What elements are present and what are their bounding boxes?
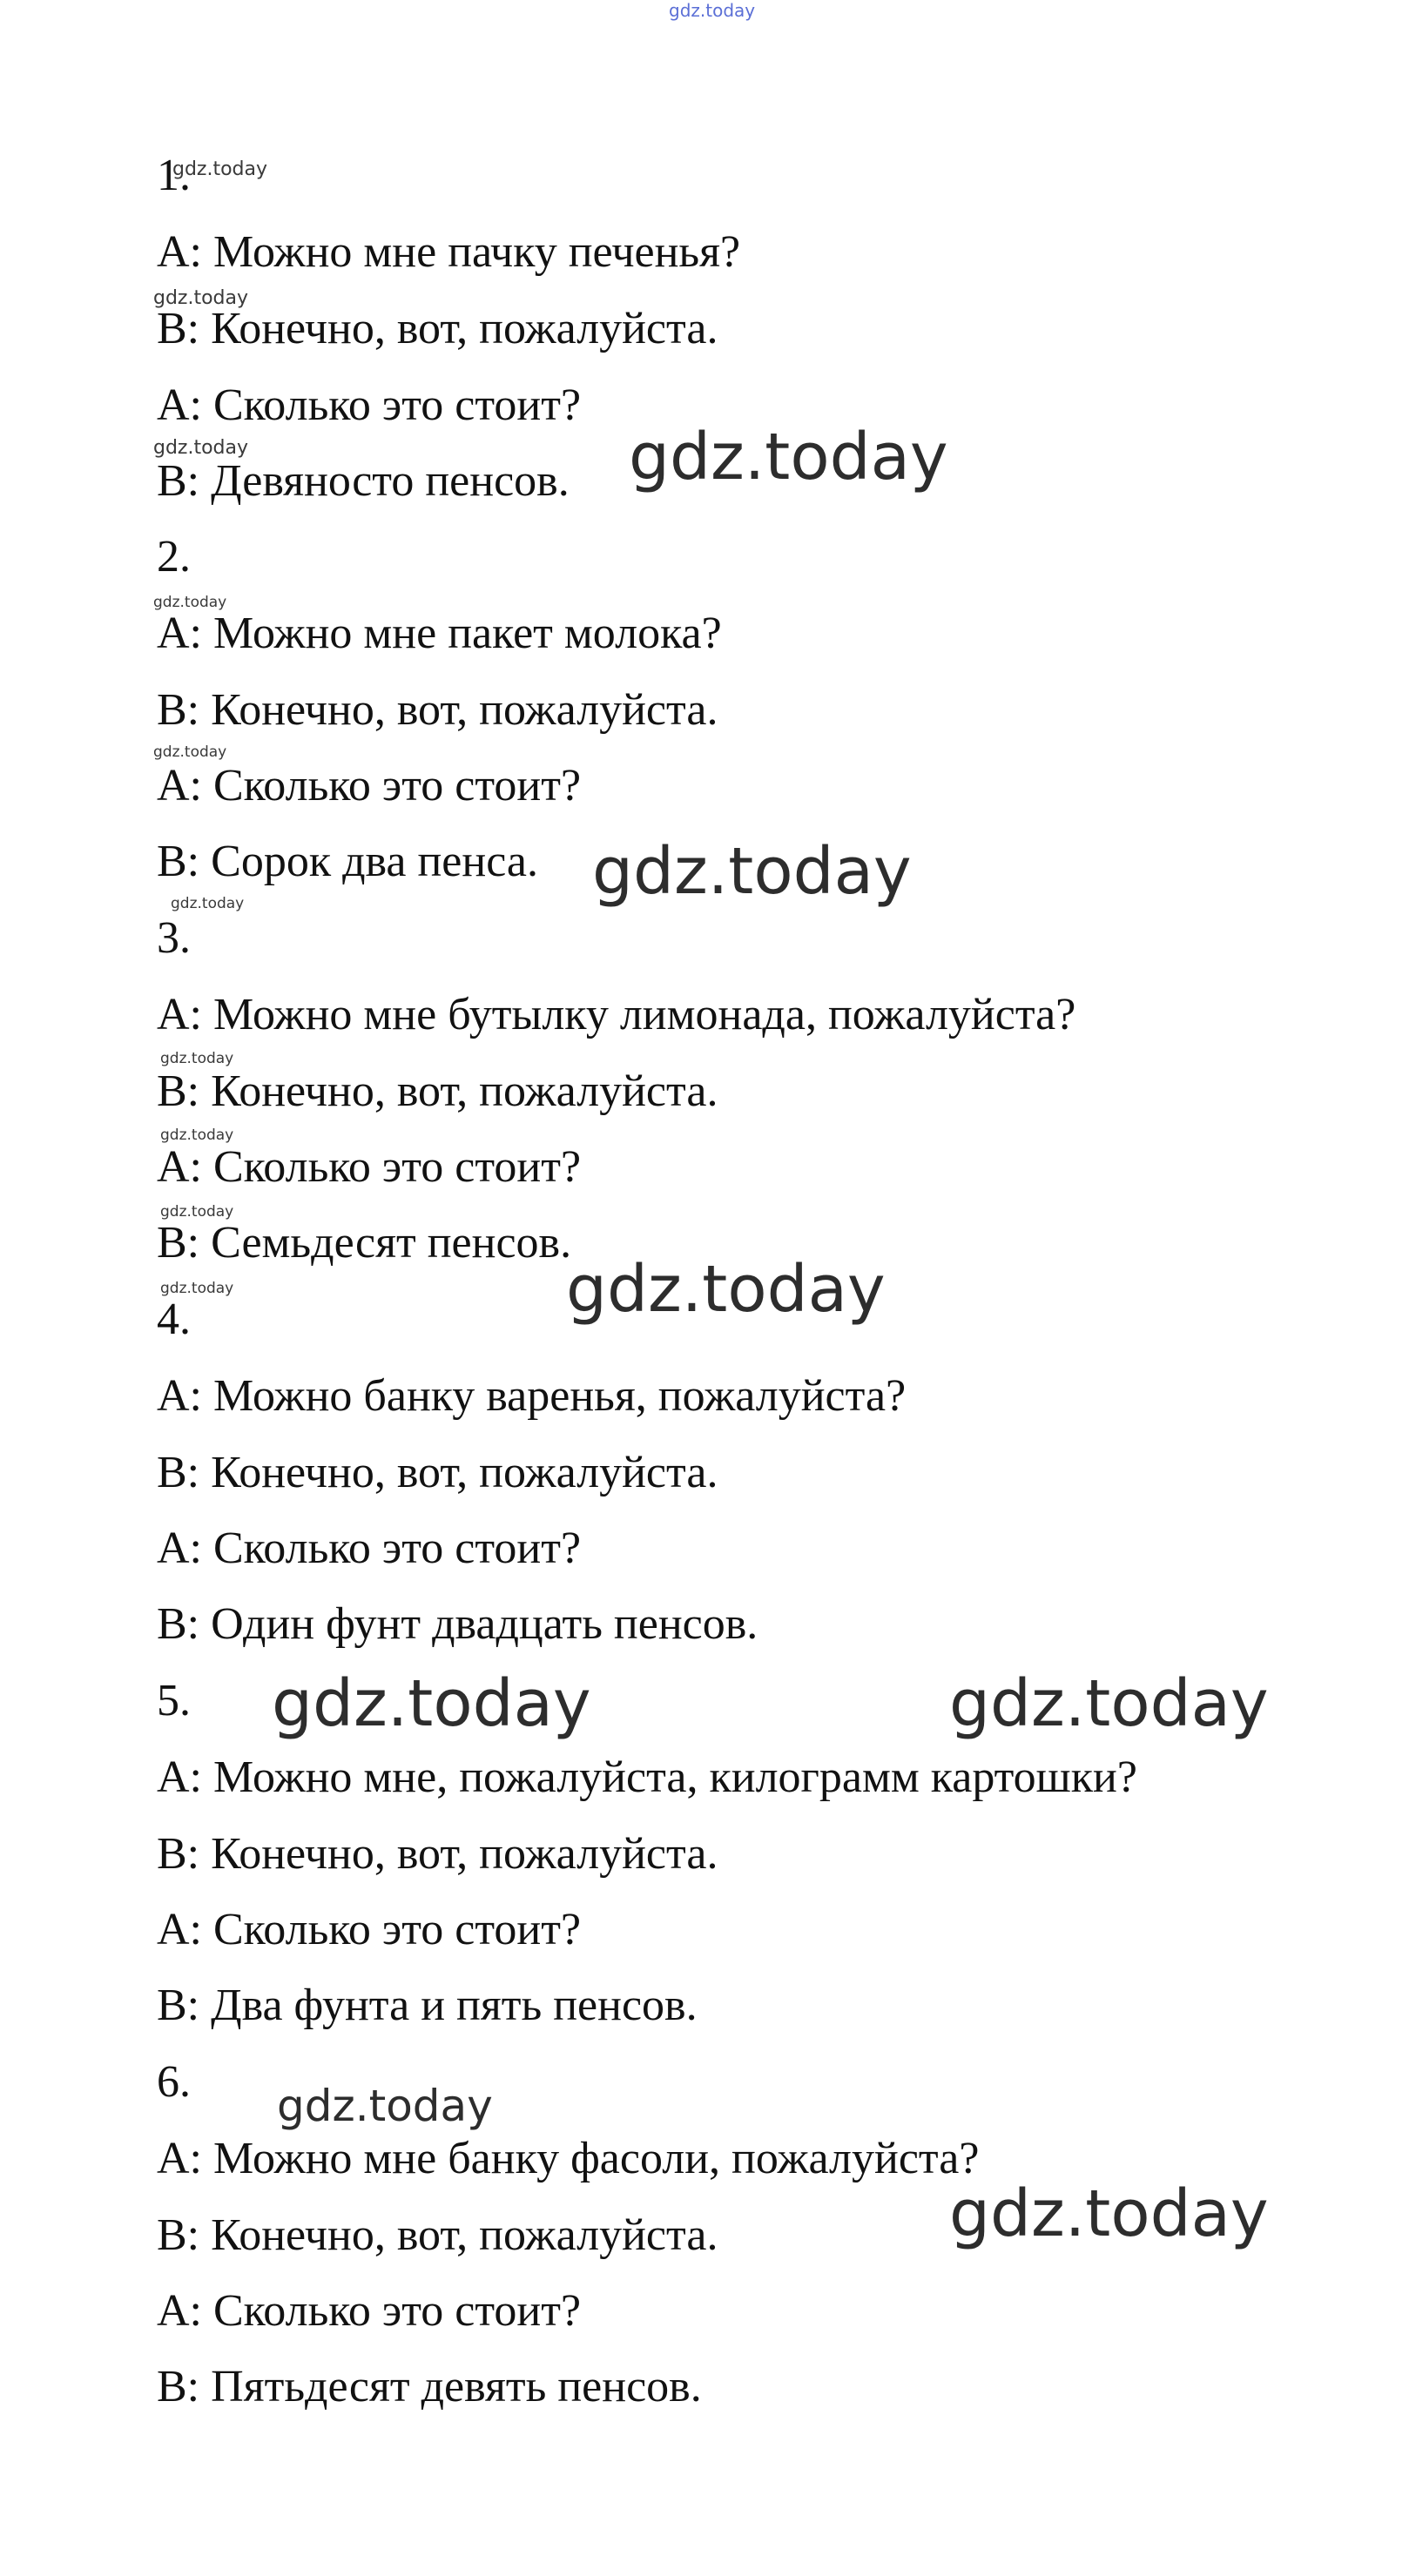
dialog-line: A: Сколько это стоит? [157, 1905, 582, 1954]
dialog-line: B: Пятьдесят девять пенсов. [157, 2362, 702, 2411]
dialog-line: A: Сколько это стоит? [157, 2286, 582, 2336]
watermark-small: gdz.today [153, 594, 227, 611]
watermark-small: gdz.today [172, 158, 268, 180]
dialog-line: B: Конечно, вот, пожалуйста. [157, 1829, 718, 1879]
dialog-number: 1. [157, 151, 191, 200]
dialog-number: 4. [157, 1295, 191, 1344]
dialog-line: B: Сорок два пенса. [157, 837, 539, 886]
watermark-small: gdz.today [160, 1127, 234, 1144]
watermark-small: gdz.today [153, 437, 249, 459]
dialog-number: 3. [157, 913, 191, 963]
dialog-line: B: Конечно, вот, пожалуйста. [157, 2210, 718, 2260]
watermark-large: gdz.today [272, 1666, 591, 1741]
dialog-line: A: Сколько это стоит? [157, 1523, 582, 1573]
dialog-line: B: Конечно, вот, пожалуйста. [157, 1448, 718, 1497]
watermark-large: gdz.today [592, 834, 912, 909]
watermark-small: gdz.today [160, 1280, 234, 1297]
dialog-line: A: Можно банку варенья, пожалуйста? [157, 1371, 907, 1421]
dialog-line: A: Сколько это стоит? [157, 380, 582, 430]
dialog-line: A: Можно мне банку фасоли, пожалуйста? [157, 2134, 980, 2183]
watermark-small: gdz.today [171, 895, 245, 912]
dialog-number: 2. [157, 532, 191, 582]
dialog-line: A: Сколько это стоит? [157, 761, 582, 810]
dialog-line: B: Девяносто пенсов. [157, 456, 570, 506]
dialog-line: A: Можно мне, пожалуйста, килограмм картошки? [157, 1752, 1137, 1802]
dialog-line: B: Конечно, вот, пожалуйста. [157, 304, 718, 353]
dialog-line: B: Один фунт двадцать пенсов. [157, 1599, 758, 1649]
dialog-line: B: Семьдесят пенсов. [157, 1218, 572, 1268]
dialog-line: B: Конечно, вот, пожалуйста. [157, 1066, 718, 1116]
dialog-line: A: Можно мне пачку печенья? [157, 227, 741, 277]
watermark-large: gdz.today [949, 2176, 1269, 2251]
watermark-small: gdz.today [160, 1050, 234, 1067]
dialog-line: B: Два фунта и пять пенсов. [157, 1981, 698, 2030]
watermark-top: gdz.today [669, 0, 756, 21]
watermark-small: gdz.today [153, 287, 249, 309]
watermark-large: gdz.today [566, 1252, 886, 1327]
dialog-line: A: Сколько это стоит? [157, 1142, 582, 1192]
watermark-large: gdz.today [949, 1666, 1269, 1741]
watermark-small: gdz.today [153, 743, 227, 761]
dialog-number: 6. [157, 2057, 191, 2107]
watermark-large: gdz.today [629, 420, 948, 494]
dialog-line: B: Конечно, вот, пожалуйста. [157, 685, 718, 735]
watermark-medium: gdz.today [277, 2081, 493, 2131]
dialog-number: 5. [157, 1676, 191, 1725]
watermark-small: gdz.today [160, 1203, 234, 1221]
dialog-line: A: Можно мне пакет молока? [157, 609, 722, 658]
dialog-line: A: Можно мне бутылку лимонада, пожалуйста? [157, 990, 1076, 1039]
